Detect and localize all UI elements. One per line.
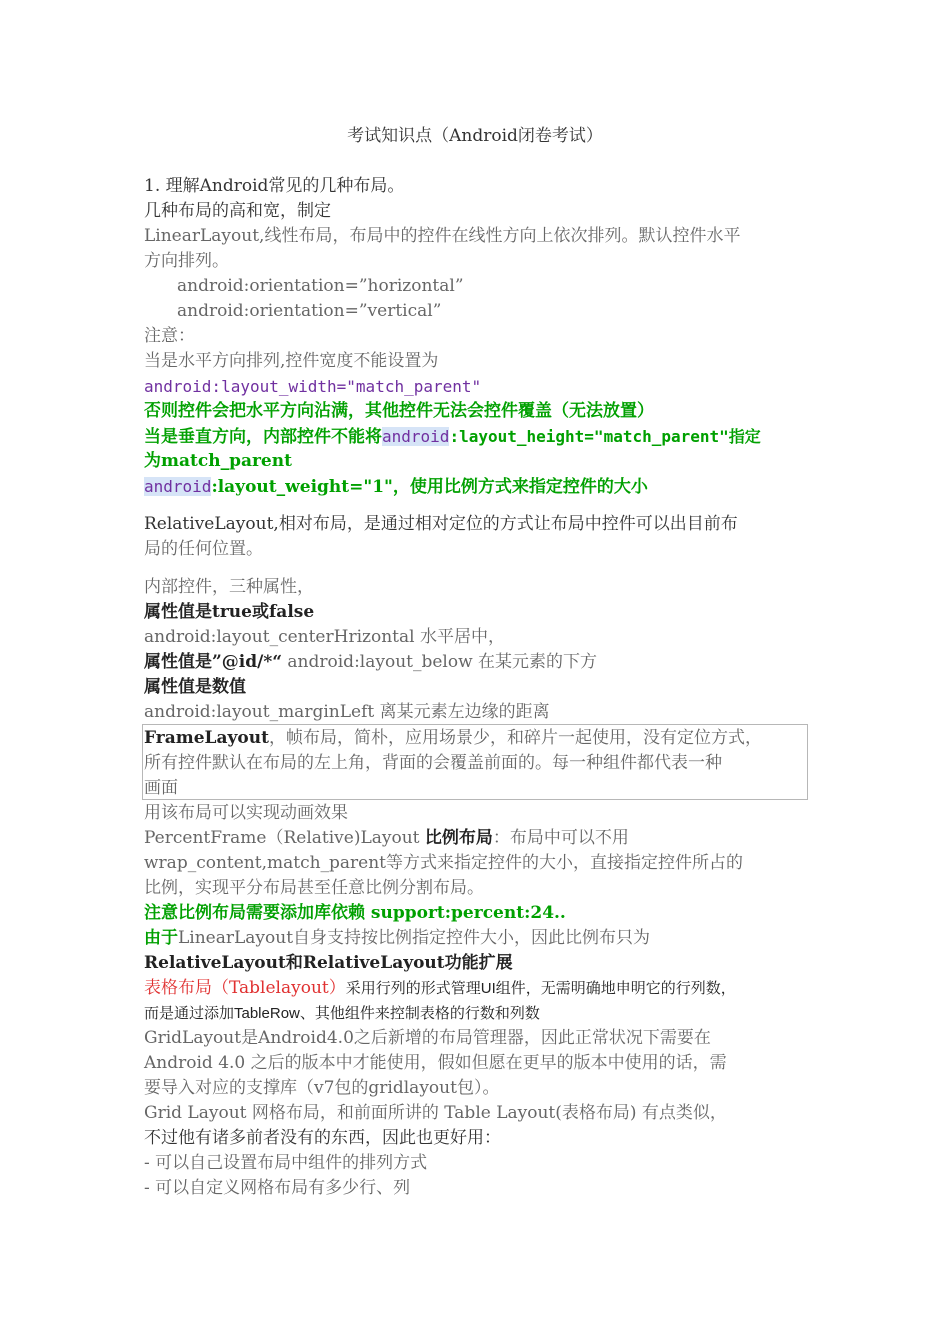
text-line: android:layout_marginLeft 离某元素左边缘的距离	[144, 702, 550, 722]
text-span: android:layout_below 在某元素的下方	[282, 652, 598, 672]
section-heading: 1. 理解Android常见的几种布局。	[144, 176, 405, 196]
term: 比例布局	[424, 828, 493, 848]
text-line: GridLayout是Android4.0之后新增的布局管理器，因此正常状况下需要在	[144, 1028, 711, 1048]
text-line	[144, 650, 816, 675]
note-line	[144, 424, 816, 450]
text-line: 用该布局可以实现动画效果	[144, 803, 348, 823]
subheading: 属性值是”@id/*“	[144, 652, 283, 672]
highlighted-code: android	[144, 477, 212, 496]
code-line: android:layout_width="match_parent"	[144, 377, 482, 396]
text-line: RelativeLayout和RelativeLayout功能扩展	[144, 953, 513, 973]
subheading: 属性值是数值	[144, 677, 246, 697]
text-span: PercentFrame（Relative)Layout	[144, 828, 425, 848]
text-span: ：布局中可以不用	[492, 828, 629, 848]
code-line: android:orientation=”vertical”	[177, 301, 442, 321]
note-line: 否则控件会把水平方向沾满，其他控件无法会控件覆盖（无法放置）	[144, 401, 654, 421]
text-span: LinearLayout自身支持按比例指定控件大小，因此比例布只为	[178, 928, 651, 948]
text-line: RelativeLayout,相对布局，是通过相对定位的方式让布局中控件可以出目前布	[144, 514, 738, 534]
text-line: 几种布局的高和宽，制定	[144, 201, 331, 221]
text-line: 当是水平方向排列,控件宽度不能设置为	[144, 351, 439, 371]
text-line: LinearLayout,线性布局，布局中的控件在线性方向上依次排列。默认控件水平	[144, 226, 741, 246]
text-span: 采用行列的形式管理UI组件，无需明确地申明它的行列数，	[345, 980, 736, 997]
text-span: ，帧布局，简朴，应用场景少，和碎片一起使用，没有定位方式，	[268, 728, 762, 748]
text-line	[144, 826, 816, 851]
note-line: 为match_parent	[144, 451, 292, 471]
text-line: Grid Layout 网格布局，和前面所讲的 Table Layout(表格布局) 有点类似，	[144, 1103, 727, 1123]
text-line: android:layout_centerHrizontal 水平居中，	[144, 627, 505, 647]
text-line: wrap_content,match_parent等方式来指定控件的大小，直接指定控件所占的	[144, 853, 744, 873]
subheading: 属性值是true或false	[144, 602, 315, 622]
note-line	[144, 474, 816, 500]
document-title: 考试知识点（Android闭卷考试）	[347, 126, 603, 146]
note-text: 由于	[144, 928, 178, 948]
text-line	[144, 926, 816, 951]
text-line: 局的任何位置。	[144, 539, 263, 559]
note-text: 当是垂直方向，内部控件不能将	[144, 427, 382, 447]
text-line	[144, 976, 816, 1001]
term: FrameLayout	[144, 728, 269, 748]
term: 表格布局（Tablelayout）	[144, 978, 346, 998]
list-item: - 可以自己设置布局中组件的排列方式	[144, 1153, 428, 1173]
text-line: 所有控件默认在布局的左上角，背面的会覆盖前面的。每一种组件都代表一种	[144, 753, 722, 773]
text-line	[144, 726, 816, 751]
text-line: 注意：	[144, 326, 195, 346]
highlighted-code: android	[382, 427, 450, 446]
text-line: 要导入对应的支撑库（v7包的gridlayout包）。	[144, 1078, 500, 1098]
text-line: 比例，实现平分布局甚至任意比例分割布局。	[144, 878, 484, 898]
text-line: 方向排列。	[144, 251, 229, 271]
note-line: 注意比例布局需要添加库依赖 support:percent:24..	[144, 903, 566, 923]
text-line: 而是通过添加TableRow、其他组件来控制表格的行数和列数	[144, 1005, 540, 1022]
list-item: - 可以自定义网格布局有多少行、列	[144, 1178, 411, 1198]
text-line: Android 4.0 之后的版本中才能使用，假如但愿在更早的版本中使用的话，需	[144, 1053, 727, 1073]
code-line: android:orientation=”horizontal”	[177, 276, 464, 296]
text-line: 画面	[144, 778, 178, 798]
text-line: 不过他有诸多前者没有的东西，因此也更好用：	[144, 1128, 501, 1148]
text-line: 内部控件，三种属性，	[144, 577, 314, 597]
code-text: :layout_height="match_parent"指定	[449, 427, 761, 446]
note-text: :layout_weight="1"，使用比例方式来指定控件的大小	[211, 477, 648, 497]
